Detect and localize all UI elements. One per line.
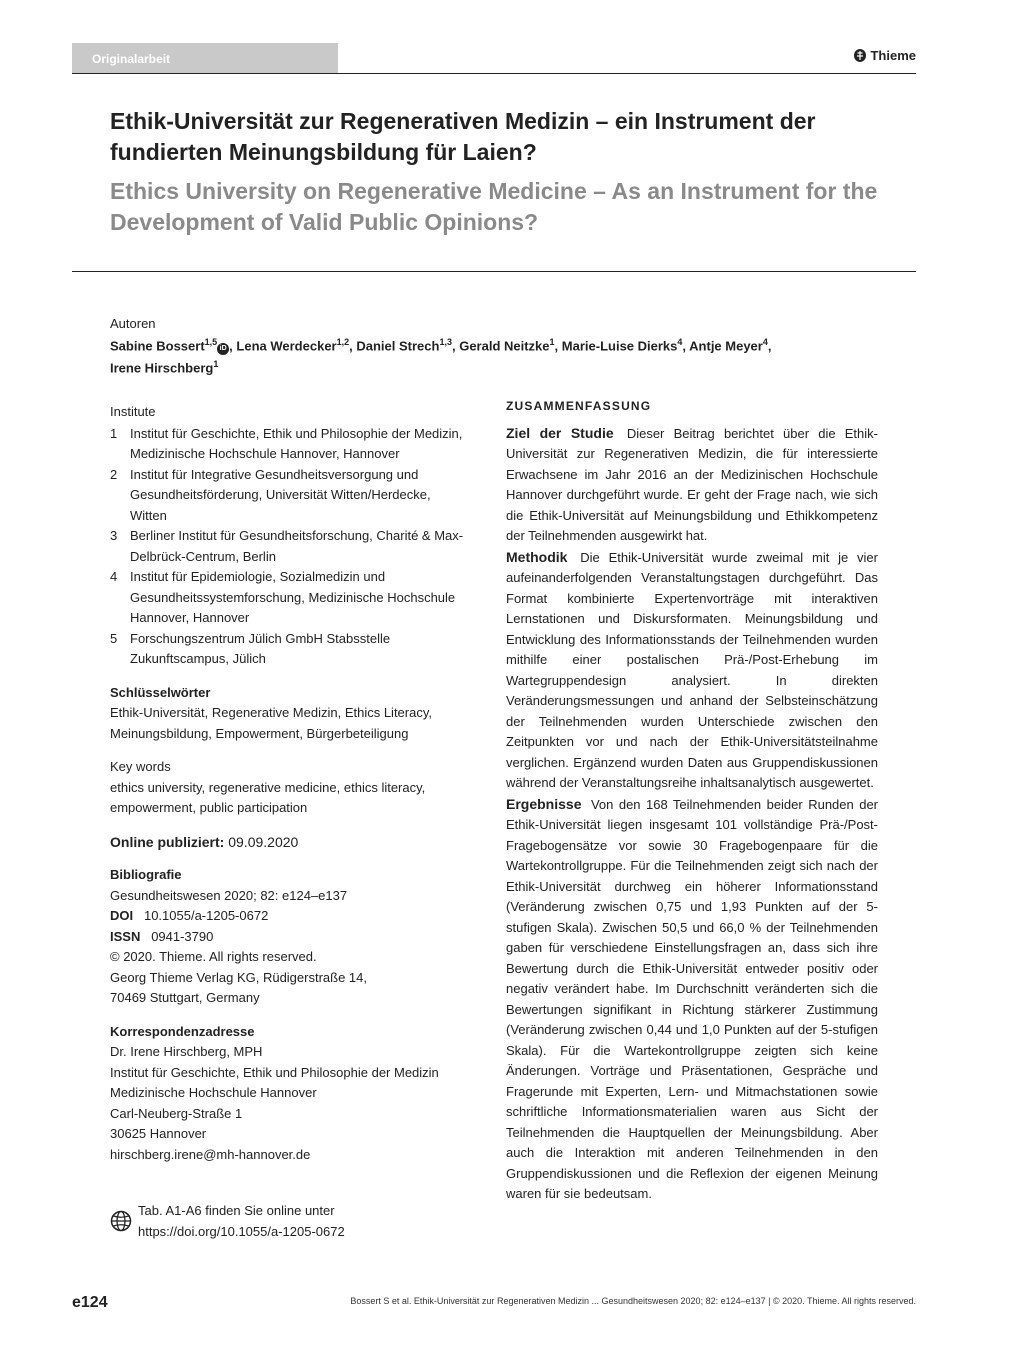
institute-item (110, 567, 470, 629)
author-affiliation: 1 (213, 359, 219, 370)
author-name: Lena Werdecker (236, 338, 337, 354)
author-name: Daniel Strech (356, 338, 440, 354)
institute-number: 4 (110, 569, 118, 584)
keywords-en-text: ethics university, regenerative medicine, ethics literacy, empowerment, public participation (110, 779, 426, 815)
publisher-address-1: Georg Thieme Verlag KG, Rüdigerstraße 14, (110, 969, 367, 985)
author-name: Antje Meyer (689, 338, 763, 354)
institute-text: Institut für Geschichte, Ethik und Philosophie der Medizin, Medizinische Hochschule Hannover, Hannover (130, 425, 463, 461)
metadata-column (110, 402, 470, 1165)
correspondence-line: 30625 Hannover (110, 1126, 207, 1141)
institute-item (110, 629, 470, 670)
online-supplement-note (110, 1201, 440, 1242)
title-rule (72, 271, 916, 272)
publisher-brand (854, 48, 916, 63)
title-english: Ethics University on Regenerative Medicine – As an Instrument for the Development of Valid Public Opinions? (110, 178, 878, 235)
author-name: Marie-Luise Dierks (561, 338, 678, 354)
page-number: e124 (72, 1294, 108, 1311)
online-date: 09.09.2020 (228, 833, 299, 850)
title-german: Ethik-Universität zur Regenerativen Medizin – ein Instrument der fundierten Meinungsbildung für Laien? (110, 108, 816, 165)
footer-citation: Bossert S et al. Ethik-Universität zur Regenerativen Medizin ... Gesundheitswesen 2020; 82: e124–e137 | © 2020. Thieme. All rights reserved. (350, 1296, 916, 1306)
institutes-label: Institute (110, 404, 156, 419)
abstract-heading: ZUSAMMENFASSUNG (506, 399, 652, 413)
abstract-paragraph (506, 547, 878, 794)
correspondence-label: Korrespondenzadresse (110, 1023, 255, 1039)
bibliography-section (110, 865, 470, 1009)
keywords-de-label: Schlüsselwörter (110, 684, 211, 700)
doi-value[interactable]: 10.1055/a-1205-0672 (143, 908, 269, 923)
author-name: Irene Hirschberg (110, 360, 214, 376)
online-published (110, 832, 470, 853)
keywords-en-section (110, 757, 470, 819)
keywords-en-label: Key words (110, 759, 171, 774)
institute-item (110, 465, 470, 527)
institute-number: 3 (110, 528, 118, 543)
author-affiliation: 1,5 (204, 337, 218, 347)
thieme-logo-icon (854, 49, 866, 62)
institute-number: 1 (110, 425, 118, 441)
issn-label: ISSN (110, 928, 141, 944)
author-affiliation: 1,3 (439, 337, 452, 347)
institute-item (110, 424, 470, 465)
keywords-de-section (110, 683, 470, 745)
abstract-section-text: Von den 168 Teilnehmenden beider Runden der Ethik-Universität liegen insgesamt 101 vollständige Prä-/Post-Fragebogensätze vor sowie 30 Fragebogenpaare für die Wartekontrollgruppe. Für die Teilnehmenden zeigt sich nach der Ethik-Universität durchweg ein höherer Informationsstand (Veränderung zwischen 0,75 und 1,93 Punkten auf der 5-stufigen Skala). Zwischen 50,5 und 66,0 % der Teilnehmenden gaben für verschiedene Einstellungsfragen an, dass sich ihre Bewertung durch die Ethik-Universität entweder positiv oder negativ verändert habe. Im Durchschnitt veränderten sich die Bewertungen signifikant in Richtung stärkerer Zustimmung (Veränderung zwischen 0,44 und 1,0 Punkten auf der 5-stufigen Skala). Für die Wartekontrollgruppe zeigten sich keine Änderungen. Vorträge und Präsentationen, Gespräche und Fragerunde mit Experten, Lern- und Mitmachstationen sowie schriftliche Informationsmaterialien waren aus Sicht der Teilnehmenden die Hauptquellen der Meinungsbildung. Aber auch die Interaktion mit anderen Teilnehmenden in den Gruppendiskussionen und die Reflexion der eigenen Meinung waren für sie bedeutsam. (506, 796, 878, 1201)
publisher-address-2: 70469 Stuttgart, Germany (110, 990, 260, 1005)
abstract-column (506, 396, 878, 1205)
header-rule (72, 73, 916, 74)
brand-name: Thieme (870, 48, 916, 63)
institute-text: Berliner Institut für Gesundheitsforschung, Charité & Max-Delbrück-Centrum, Berlin (130, 528, 464, 564)
correspondence-line: Dr. Irene Hirschberg, MPH (110, 1044, 263, 1059)
bibliography-issn (110, 927, 470, 948)
author-name: Gerald Neitzke (459, 338, 550, 354)
doi-label: DOI (110, 908, 134, 923)
institute-number: 5 (110, 630, 118, 646)
correspondence-email[interactable]: hirschberg.irene@mh-hannover.de (110, 1146, 311, 1162)
abstract-paragraph (506, 423, 878, 547)
abstract-section-heading: Ziel der Studie (506, 424, 614, 441)
institute-text: Institut für Epidemiologie, Sozialmedizin und Gesundheitssystemforschung, Medizinische Hochschule Hannover, Hannover (130, 569, 456, 625)
institute-text: Forschungszentrum Jülich GmbH Stabsstelle Zukunftscampus, Jülich (130, 630, 391, 666)
correspondence-line: Institut für Geschichte, Ethik und Philosophie der Medizin (110, 1064, 439, 1080)
author-affiliation: 1 (549, 337, 555, 347)
abstract-body (506, 423, 878, 1205)
bibliography-doi (110, 906, 470, 927)
correspondence-address (110, 1042, 470, 1165)
author-affiliation: 1,2 (336, 337, 350, 347)
author-list: Sabine Bossert$^{1,5}$iD , Lena Werdecker$^{1,2}$, Daniel Strech$^{1,3}$, Gerald Neitzke$^1$, Marie-Luise Dierks$^4$, Antje Meyer$^4$, Irene Hirschberg$^1$ (110, 337, 772, 376)
correspondence-line: Carl-Neuberg-Straße 1 (110, 1105, 243, 1121)
authors-block (110, 314, 910, 378)
abstract-paragraph (506, 794, 878, 1205)
bibliography-label: Bibliografie (110, 867, 182, 882)
institute-item (110, 526, 470, 567)
abstract-section-heading: Ergebnisse (506, 795, 582, 812)
abstract-section-text: Dieser Beitrag berichtet über die Ethik-Universität zur Regenerativen Medizin, die für interessierte Erwachsene im Jahr 2016 an der Medizinischen Hochschule Hannover durchgeführt wurde. Er geht der Frage nach, wie sich die Ethik-Universität auf Meinungsbildung und Ethikkompetenz der Teilnehmenden ausgewirkt hat. (506, 425, 878, 543)
correspondence-section (110, 1022, 470, 1166)
author-affiliation: 4 (677, 337, 683, 347)
globe-icon (110, 1210, 132, 1232)
online-supplement-text[interactable]: Tab. A1-A6 finden Sie online unter https://doi.org/10.1055/a-1205-0672 (138, 1203, 345, 1239)
keywords-de-text: Ethik-Universität, Regenerative Medizin, Ethics Literacy, Meinungsbildung, Empowerment, Bürgerbeteiligung (110, 705, 432, 741)
institutes-section (110, 402, 470, 670)
author-name: Sabine Bossert (110, 338, 205, 354)
institutes-list (110, 424, 470, 670)
article-type-tab: Originalarbeit (72, 43, 338, 74)
issn-value: 0941-3790 (151, 928, 214, 944)
author-affiliation: 4 (762, 337, 768, 347)
institute-text: Institut für Integrative Gesundheitsversorgung und Gesundheitsförderung, Universität Witten/Herdecke, Witten (130, 466, 431, 523)
institute-number: 2 (110, 466, 118, 482)
abstract-section-heading: Methodik (506, 548, 568, 565)
abstract-section-text: Die Ethik-Universität wurde zweimal mit je vier aufeinanderfolgenden Veranstaltungstagen durchgeführt. Das Format kombinierte Expertenvorträge mit interaktiven Lernstationen und Diskursformaten. Meinungsbildung und Entwicklung des Informationsstands der Teilnehmenden wurden mithilfe einer postalischen Prä-/Post-Erhebung im Wartegruppendesign analysiert. In direkten Veränderungsmessungen und anhand der Selbsteinschätzung der Teilnehmenden wurden Unterschiede zwischen den Zeitpunkten vor und nach der Ethik-Universitätsteilnahme verglichen. Ergänzend wurden Daten aus Gruppendiskussionen während der Veranstaltungsreihe inhaltsanalytisch ausgewertet. (506, 549, 878, 790)
bibliography-journal: Gesundheitswesen 2020; 82: e124–e137 (110, 887, 348, 903)
authors-label: Autoren (110, 316, 156, 331)
bibliography-copyright: © 2020. Thieme. All rights reserved. (110, 949, 317, 964)
orcid-icon[interactable]: iD (217, 343, 229, 355)
online-label: Online publiziert: (110, 833, 225, 850)
correspondence-line: Medizinische Hochschule Hannover (110, 1085, 317, 1100)
